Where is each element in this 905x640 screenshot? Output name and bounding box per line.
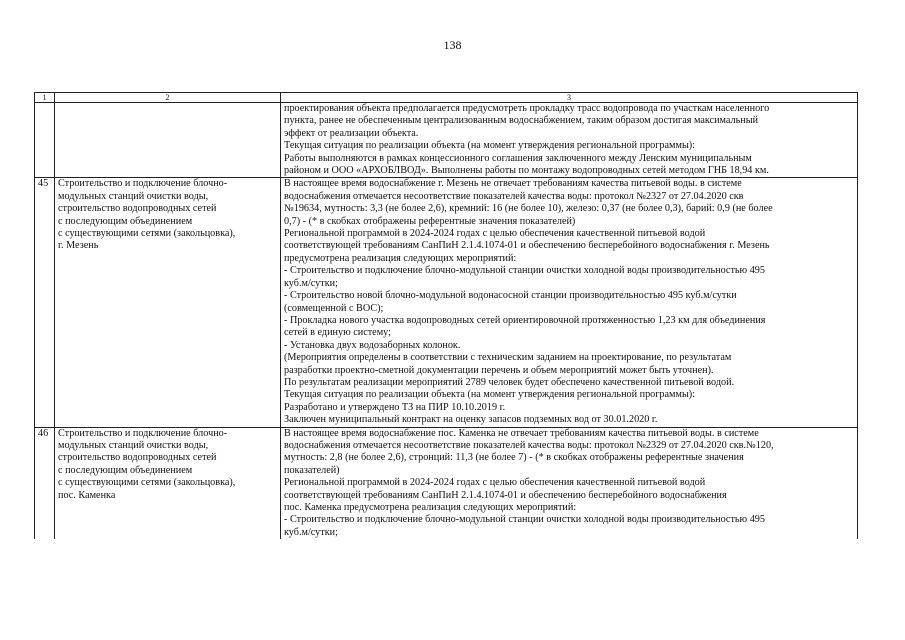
title-line: строительство водопроводных сетей bbox=[58, 203, 217, 215]
continuation-line: Текущая ситуация по реализации объекта (на момент утверждения региональной программы): bbox=[284, 140, 696, 152]
desc-line: По результатам реализации мероприятий 2789 человек будет обеспечено качественной питьевой водой. bbox=[284, 376, 735, 388]
row-title bbox=[55, 178, 281, 427]
desc-line: - Строительство и подключение блочно-модульной станции очистки холодной воды производительностью 495 bbox=[284, 514, 765, 526]
page-number: 138 bbox=[443, 38, 462, 52]
desc-line: - Строительство и подключение блочно-модульной станции очистки холодной воды производительностью 495 bbox=[284, 265, 765, 277]
desc-line: - Установка двух водозаборных колонок. bbox=[284, 339, 461, 351]
desc-line: Заключен муниципальный контракт на оценку запасов подземных вод от 30.01.2020 г. bbox=[284, 414, 658, 426]
desc-line: водоснабжения отмечается несоответствие показателей качества воды: протокол №2329 от 27.04.2020 скв.№120, bbox=[284, 439, 774, 451]
title-line: с существующими сетями (закольцовка), bbox=[58, 477, 236, 489]
desc-line: разработки проектно-сметной документации перечень и объем мероприятий может быть уточнен). bbox=[284, 364, 714, 376]
desc-line: Региональной программой в 2024-2024 годах с целью обеспечения качественной питьевой водой bbox=[284, 228, 706, 240]
desc-line: куб.м/сутки; bbox=[284, 526, 338, 538]
header-col-2: 2 bbox=[55, 93, 281, 103]
title-line: с существующими сетями (закольцовка), bbox=[58, 228, 236, 240]
desc-line: водоснабжения отмечается несоответствие показателей качества воды: протокол №2327 от 27.04.2020 скв bbox=[284, 190, 744, 202]
desc-line: соответствующей требованиям СанПиН 2.1.4.1074-01 и обеспечению бесперебойного водоснабжения bbox=[284, 489, 727, 501]
continuation-line: районом и ООО «АРХОБЛВОД». Выполнены работы по монтажу водопроводных сетей методом ГНБ 18,94 км. bbox=[284, 165, 769, 177]
desc-line: 0,7) - (* в скобках отображены референтные значения показателей) bbox=[284, 215, 576, 227]
continuation-line: эффект от реализации объекта. bbox=[284, 127, 419, 139]
program-table bbox=[34, 92, 858, 539]
header-col-1: 1 bbox=[35, 93, 55, 103]
title-line: модульных станций очистки воды, bbox=[58, 439, 209, 451]
title-line: модульных станций очистки воды, bbox=[58, 190, 209, 202]
title-line: Строительство и подключение блочно- bbox=[58, 178, 228, 190]
desc-line: соответствующей требованиям СанПиН 2.1.4.1074-01 и обеспечению бесперебойного водоснабжения г. Мезень bbox=[284, 240, 770, 252]
table-row bbox=[35, 178, 858, 427]
title-line: Строительство и подключение блочно- bbox=[58, 427, 228, 439]
desc-line: сетей в единую систему; bbox=[284, 327, 391, 339]
continuation-line: Работы выполняются в рамках концессионного соглашения заключенного между Ленским муниципальным bbox=[284, 152, 752, 164]
desc-line: мутность: 2,8 (не более 2,6), стронций: 11,3 (не более 7) - (* в скобках отображены референтные значения bbox=[284, 452, 744, 464]
continuation-line: пункта, ранее не обеспеченным централизованным водоснабжением, таким образом достигая максимальный bbox=[284, 115, 759, 127]
title-line: с последующим объединением bbox=[58, 215, 193, 227]
title-line: пос. Каменка bbox=[58, 489, 116, 501]
continuation-text bbox=[281, 103, 858, 178]
desc-line: предусмотрена реализация следующих мероприятий: bbox=[284, 252, 517, 264]
title-line: с последующим объединением bbox=[58, 464, 193, 476]
title-line: строительство водопроводных сетей bbox=[58, 452, 217, 464]
table-row bbox=[35, 427, 858, 539]
continuation-line: проектирования объекта предполагается предусмотреть прокладку трасс водопровода по участкам населенного bbox=[284, 103, 770, 114]
row-number: 45 bbox=[35, 178, 55, 427]
row-description bbox=[281, 178, 858, 427]
desc-line: показателей) bbox=[284, 464, 340, 476]
desc-line: - Строительство новой блочно-модульной водонасосной станции производительностью 495 куб.м/сутки bbox=[284, 290, 737, 302]
desc-line: №19634, мутность: 3,3 (не более 2,6), кремний: 16 (не более 10), железо: 0,37 (не более 0,3), барий: 0,9 (не более bbox=[284, 203, 773, 215]
desc-line: Региональной программой в 2024-2024 годах с целью обеспечения качественной питьевой водой bbox=[284, 477, 706, 489]
table-header-row bbox=[35, 93, 858, 103]
header-col-3: 3 bbox=[281, 93, 858, 103]
desc-line: (совмещенной с ВОС); bbox=[284, 302, 384, 314]
title-line: г. Мезень bbox=[58, 240, 99, 252]
desc-line: В настоящее время водоснабжение пос. Каменка не отвечает требованиям качества питьевой воды. в системе bbox=[284, 427, 759, 439]
row-number: 46 bbox=[35, 427, 55, 539]
row-title bbox=[55, 427, 281, 539]
continuation-row bbox=[35, 103, 858, 178]
desc-line: В настоящее время водоснабжение г. Мезень не отвечает требованиям качества питьевой воды. в системе bbox=[284, 178, 742, 190]
row-description bbox=[281, 427, 858, 539]
desc-line: (Мероприятия определены в соответствии с техническим заданием на проектирование, по результатам bbox=[284, 352, 732, 364]
desc-line: куб.м/сутки; bbox=[284, 277, 338, 289]
desc-line: Разработано и утверждено ТЗ на ПИР 10.10.2019 г. bbox=[284, 401, 506, 413]
desc-line: Текущая ситуация по реализации объекта (на момент утверждения региональной программы): bbox=[284, 389, 696, 401]
desc-line: пос. Каменка предусмотрена реализация следующих мероприятий: bbox=[284, 502, 577, 513]
desc-line: - Прокладка нового участка водопроводных сетей ориентировочной протяженностью 1,23 км для объединения bbox=[284, 314, 766, 326]
